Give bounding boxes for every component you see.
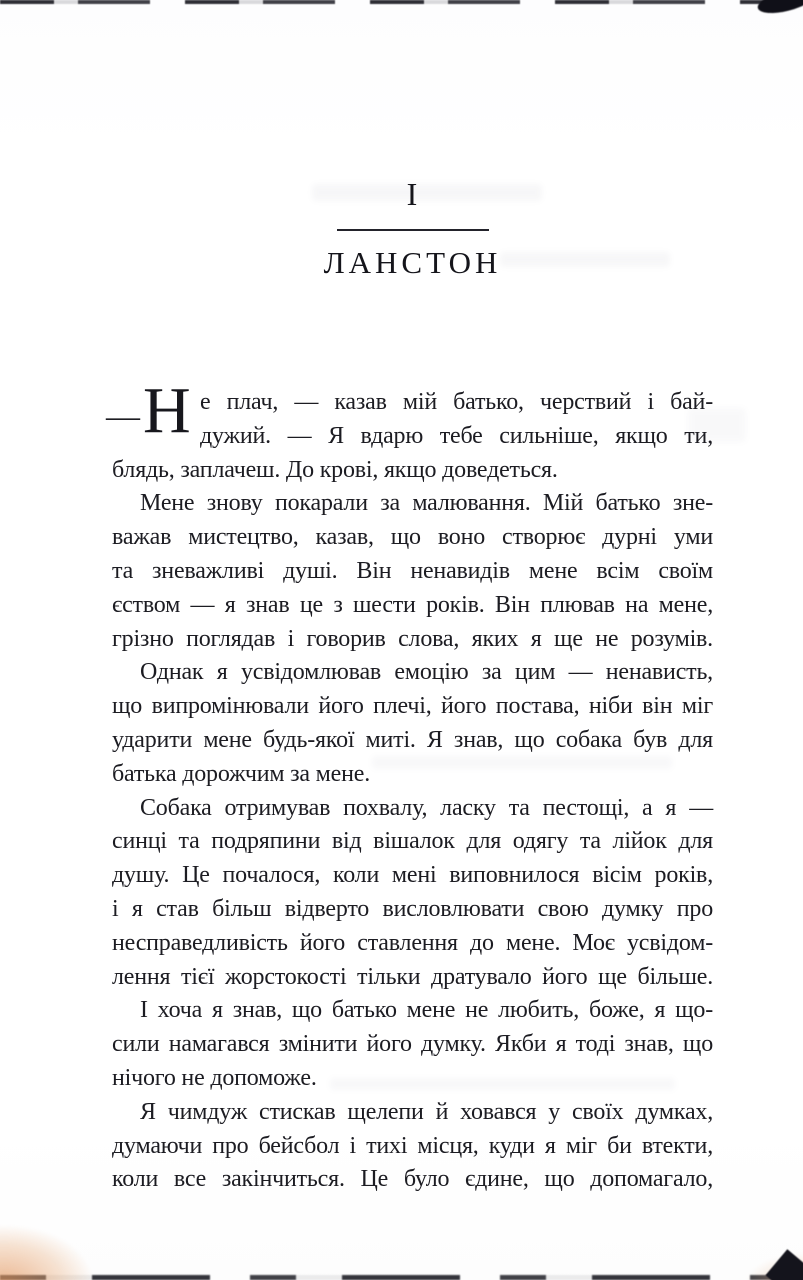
text-line: Однак я усвідомлював емоцію за цим — ненависть, (140, 659, 713, 686)
text-line: батька дорожчим за мене. (112, 760, 370, 787)
heading-rule (337, 229, 489, 231)
scan-corner-top-right (755, 0, 803, 18)
body-text (106, 374, 713, 1197)
opening-dash: — (106, 398, 140, 435)
text-line: дужий. — Я вдарю тебе сильніше, якщо ти, (200, 422, 713, 449)
drop-cap: Н (143, 374, 191, 447)
text-line: єством — я знав це з шести років. Він плював на мене, (112, 591, 713, 618)
chapter-number: I (406, 176, 419, 212)
scan-edge-bottom (0, 1275, 803, 1280)
text-line: нічого не допоможе. (112, 1064, 317, 1091)
paragraph (112, 792, 713, 995)
chapter-title: ЛАНСТОН (323, 245, 502, 280)
paragraph (112, 994, 713, 1095)
text-line: несправедливість його ставлення до мене. Моє усвідом- (112, 929, 713, 956)
text-line: блядь, заплачеш. До крові, якщо доведеться. (112, 456, 558, 483)
text-line: Собака отримував похвалу, ласку та пестощі, а я — (140, 794, 713, 821)
corner-stain-bottom-left (0, 1226, 92, 1280)
text-line: Мене знову покарали за малювання. Мій батько зне- (140, 490, 713, 517)
text-line: та зневажливі душі. Він ненавидів мене всім своїм (112, 557, 713, 584)
scan-edge-top (0, 0, 803, 4)
paragraph (112, 386, 713, 487)
text-line: лення тієї жорстокості тільки дратувало його ще більше. (112, 963, 713, 990)
text-line: І хоча я знав, що батько мене не любить, боже, я що- (140, 997, 713, 1024)
paragraph (112, 487, 713, 656)
text-line: е плач, — казав мій батько, черствий і бай- (200, 389, 713, 415)
text-line: думаючи про бейсбол і тихі місця, куди я міг би втекти, (112, 1132, 713, 1159)
text-line: грізно поглядав і говорив слова, яких я ще не розумів. (112, 625, 713, 652)
text-line: коли все закінчиться. Це було єдине, що допомагало, (112, 1166, 713, 1193)
text-line: душу. Це почалося, коли мені виповнилося вісім років, (112, 862, 713, 889)
text-line: і я став більш відверто висловлювати свою думку про (112, 895, 713, 922)
text-line: важав мистецтво, казав, що воно створює дурні уми (112, 524, 713, 551)
text-line: синці та подряпини від вішалок для одягу та лійок для (112, 828, 713, 855)
paragraph (112, 1096, 713, 1197)
text-line: ударити мене будь-якої миті. Я знав, що собака був для (112, 726, 713, 753)
text-line: що випромінювали його плечі, його постава, ніби він міг (112, 693, 713, 720)
text-line: сили намагався змінити його думку. Якби я тоді знав, що (112, 1031, 713, 1058)
text-line: Я чимдуж стискав щелепи й ховався у своїх думках, (140, 1098, 713, 1125)
paragraph (112, 656, 713, 791)
